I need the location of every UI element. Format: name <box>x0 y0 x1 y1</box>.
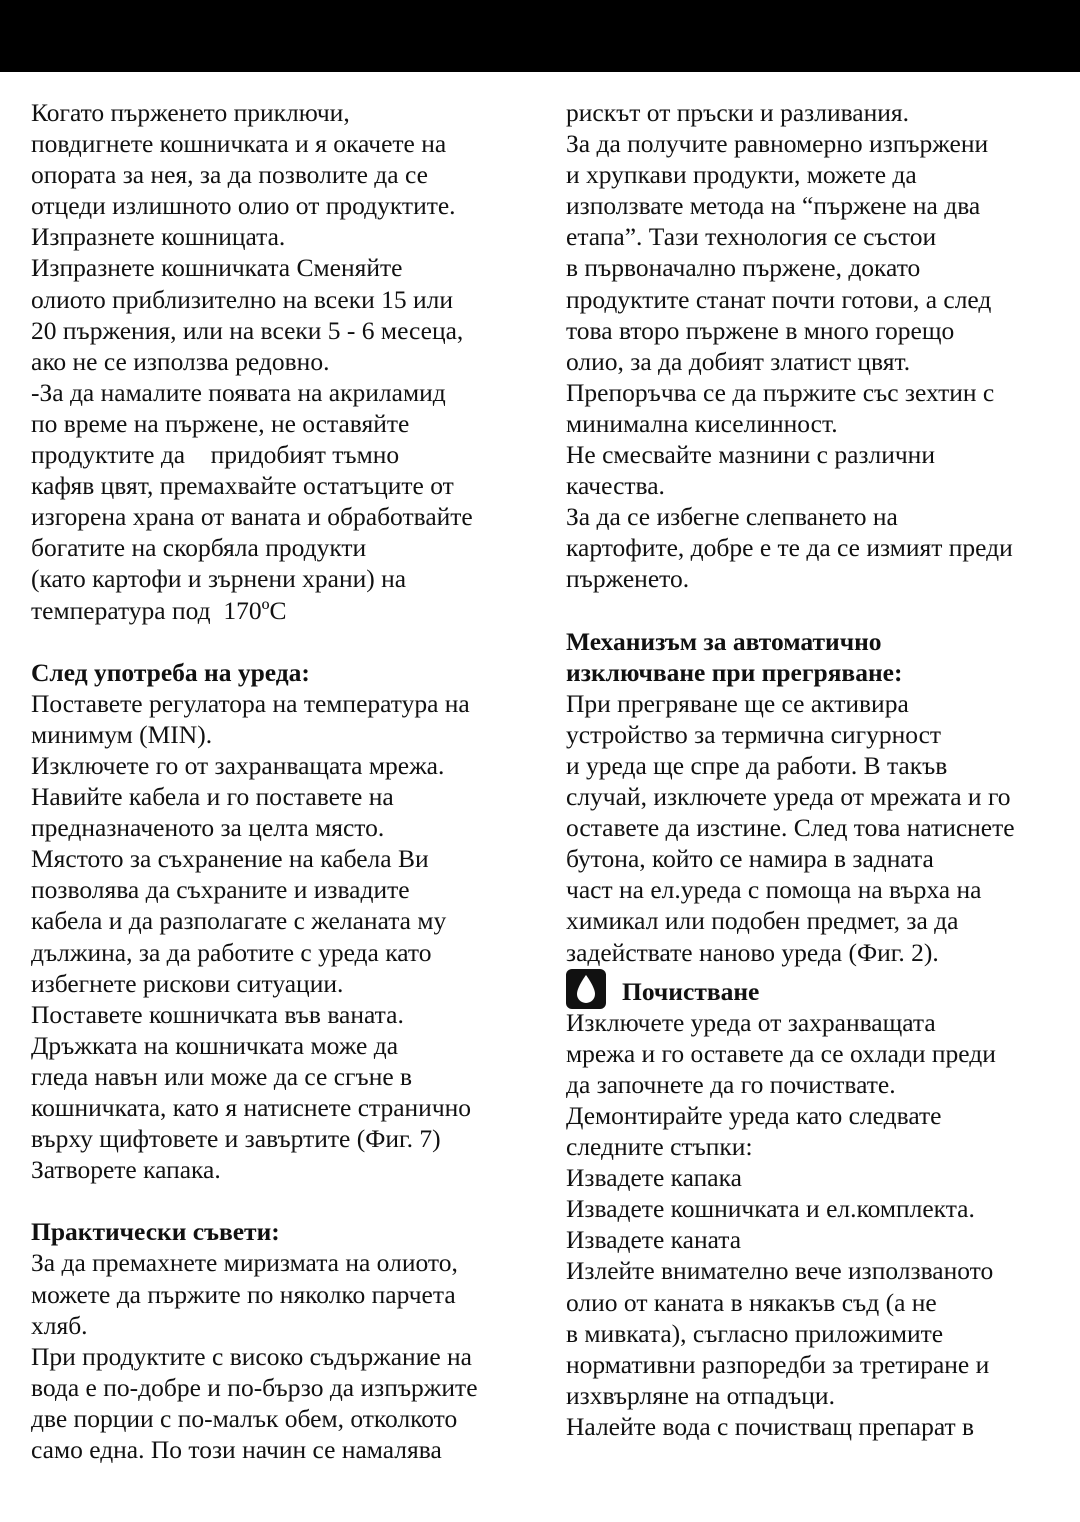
text-line: Изпразнете кошничката Сменяйте <box>31 253 403 283</box>
text-line: При прегряване ще се активира <box>566 688 909 718</box>
text-line: Извадете каната <box>566 1225 742 1255</box>
text-line: случай, изключете уреда от мрежата и го <box>566 782 1011 812</box>
text-line: следните стъпки: <box>566 1132 753 1162</box>
text-line: и хрупкави продукти, можете да <box>566 160 917 190</box>
text-line: Мястото за съхранение на кабела Ви <box>31 844 429 874</box>
text-line: в мивката), съгласно приложимите <box>566 1318 944 1348</box>
spacer <box>31 1185 536 1216</box>
text-line: За да получите равномерно изпържени <box>566 129 989 159</box>
heading-practical-tips: Практически съвети: <box>31 1217 280 1247</box>
paragraph-cleaning <box>566 1007 1066 1442</box>
text-line: Излейте внимателно вече използваното <box>566 1256 994 1286</box>
text-line: мрежа и го оставете да се охлади преди <box>566 1038 996 1068</box>
heading-after-use: След употреба на уреда: <box>31 657 310 687</box>
water-drop-icon <box>566 969 606 1009</box>
text-line: качества. <box>566 471 665 501</box>
left-column <box>31 97 536 1465</box>
text-line: За да премахнете миризмата на олиото, <box>31 1248 458 1278</box>
text-line: позволява да съхраните и извадите <box>31 875 410 905</box>
spacer <box>566 595 1066 626</box>
paragraph-frying-tips-cont <box>566 97 1066 595</box>
text-line: това второ пържене в много горещо <box>566 315 955 345</box>
text-line: хляб. <box>31 1310 88 1340</box>
text-line: кошничката, като я натиснете странично <box>31 1093 472 1122</box>
text-line: част на ел.уреда с помоща на върха на <box>566 875 982 905</box>
text-line: Не смесвайте мазнини с различни <box>566 440 935 470</box>
text-line: рискът от пръски и разливания. <box>566 98 910 127</box>
text-line: 20 пържения, или на всеки 5 - 6 месеца, <box>31 315 464 345</box>
text-line: Препоръчва се да пържите със зехтин с <box>566 377 995 407</box>
text-line: Демонтирайте уреда като следвате <box>566 1101 942 1130</box>
text-line: избегнете рискови ситуации. <box>31 968 344 998</box>
text-line: нормативни разпоредби за третиране и <box>566 1349 990 1379</box>
text-line: Когато пърженето приключи, <box>31 98 350 127</box>
text-line: изхвърляне на отпадъци. <box>566 1380 835 1410</box>
text-line: да започнете да го почиствате. <box>566 1069 896 1099</box>
right-column <box>566 97 1066 1442</box>
text-line: Извадете капака <box>566 1163 742 1193</box>
text-line: Изпразнете кошницата. <box>31 222 286 252</box>
text-line: (като картофи и зърнени храни) на <box>31 564 407 594</box>
text-line: олио, за да добият златист цвят. <box>566 346 911 376</box>
text-line: олио от каната в някакъв съд (а не <box>566 1287 937 1317</box>
text-line: минимум (MIN). <box>31 719 213 749</box>
text-line: При продуктите с високо съдържание на <box>31 1341 472 1371</box>
text-line: и уреда ще спре да работи. В такъв <box>566 750 948 780</box>
text-line: продуктите да придобият тъмно <box>31 440 400 470</box>
text-line: оставете да изстине. След това натиснете <box>566 813 1015 843</box>
text-line: минимална киселинност. <box>566 408 838 438</box>
text-line: Изключете уреда от захранващата <box>566 1007 936 1037</box>
heading-overheat-line1: Механизъм за автоматично <box>566 626 882 656</box>
text-line: ако не се използва редовно. <box>31 346 330 376</box>
text-line: по време на пържене, не оставяйте <box>31 408 410 438</box>
text-line: химикал или подобен предмет, за да <box>566 906 959 936</box>
text-line: използвате метода на “пържене на два <box>566 191 981 221</box>
text-line: Поставете кошничката във ваната. <box>31 999 404 1029</box>
paragraph-after-use <box>31 688 536 1186</box>
text-line: Поставете регулатора на температура на <box>31 688 470 718</box>
text-line: изгорена храна от ваната и обработвайте <box>31 502 473 532</box>
header-bar <box>0 0 1080 72</box>
text-line: вода е по-добре и по-бързо да изпържите <box>31 1372 478 1402</box>
text-line: картофите, добре е те да се измият преди <box>566 533 1013 563</box>
text-line: бутона, който се намира в задната <box>566 844 934 874</box>
text-line: Налейте вода с почистващ препарат в <box>566 1411 975 1441</box>
text-line: задействате наново уреда (Фиг. 2). <box>566 937 939 967</box>
text-line: Изключете го от захранващата мрежа. <box>31 750 445 780</box>
text-line: температура под 170ºC <box>31 595 287 625</box>
text-line: дължина, за да работите с уреда като <box>31 937 432 967</box>
text-line: богатите на скорбяла продукти <box>31 533 367 563</box>
paragraph-frying-end <box>31 97 536 626</box>
text-line: в първоначално пържене, докато <box>566 253 921 283</box>
text-line: две порции с по-малък обем, отколкото <box>31 1403 458 1433</box>
text-line: пърженето. <box>566 564 690 594</box>
text-line: гледа навън или може да се сгъне в <box>31 1061 413 1091</box>
text-line: кабела и да разполагате с желаната му <box>31 906 447 936</box>
paragraph-overheat <box>566 688 1066 968</box>
text-line: Затворете капака. <box>31 1155 221 1185</box>
text-line: олиото приблизително на всеки 15 или <box>31 284 454 314</box>
text-line: -За да намалите появата на акриламид <box>31 377 446 407</box>
text-line: За да се избегне слепването на <box>566 502 898 532</box>
heading-cleaning: Почистване <box>622 976 760 1006</box>
text-line: повдигнете кошничката и я окачете на <box>31 129 447 159</box>
text-line: устройство за термична сигурност <box>566 719 942 749</box>
heading-overheat-line2: изключване при прегряване: <box>566 657 903 687</box>
text-line: върху щифтовете и завъртите (Фиг. 7) <box>31 1124 441 1154</box>
text-line: Дръжката на кошничката може да <box>31 1030 399 1060</box>
text-line: кафяв цвят, премахвайте остатъците от <box>31 471 454 501</box>
text-line: опората за нея, за да позволите да се <box>31 160 428 190</box>
text-line: само една. По този начин се намалява <box>31 1435 442 1465</box>
paragraph-practical-tips <box>31 1247 536 1465</box>
text-line: Навийте кабела и го поставете на <box>31 782 394 812</box>
text-line: Извадете кошничката и ел.комплекта. <box>566 1194 975 1224</box>
spacer <box>31 626 536 657</box>
text-line: можете да пържите по няколко парчета <box>31 1279 456 1309</box>
text-line: етапа”. Тази технология се състои <box>566 222 937 252</box>
text-line: предназначеното за целта място. <box>31 813 385 843</box>
text-line: продуктите станат почти готови, а след <box>566 284 992 314</box>
cleaning-heading-row <box>566 976 1066 1007</box>
text-line: отцеди излишното олио от продуктите. <box>31 191 456 221</box>
